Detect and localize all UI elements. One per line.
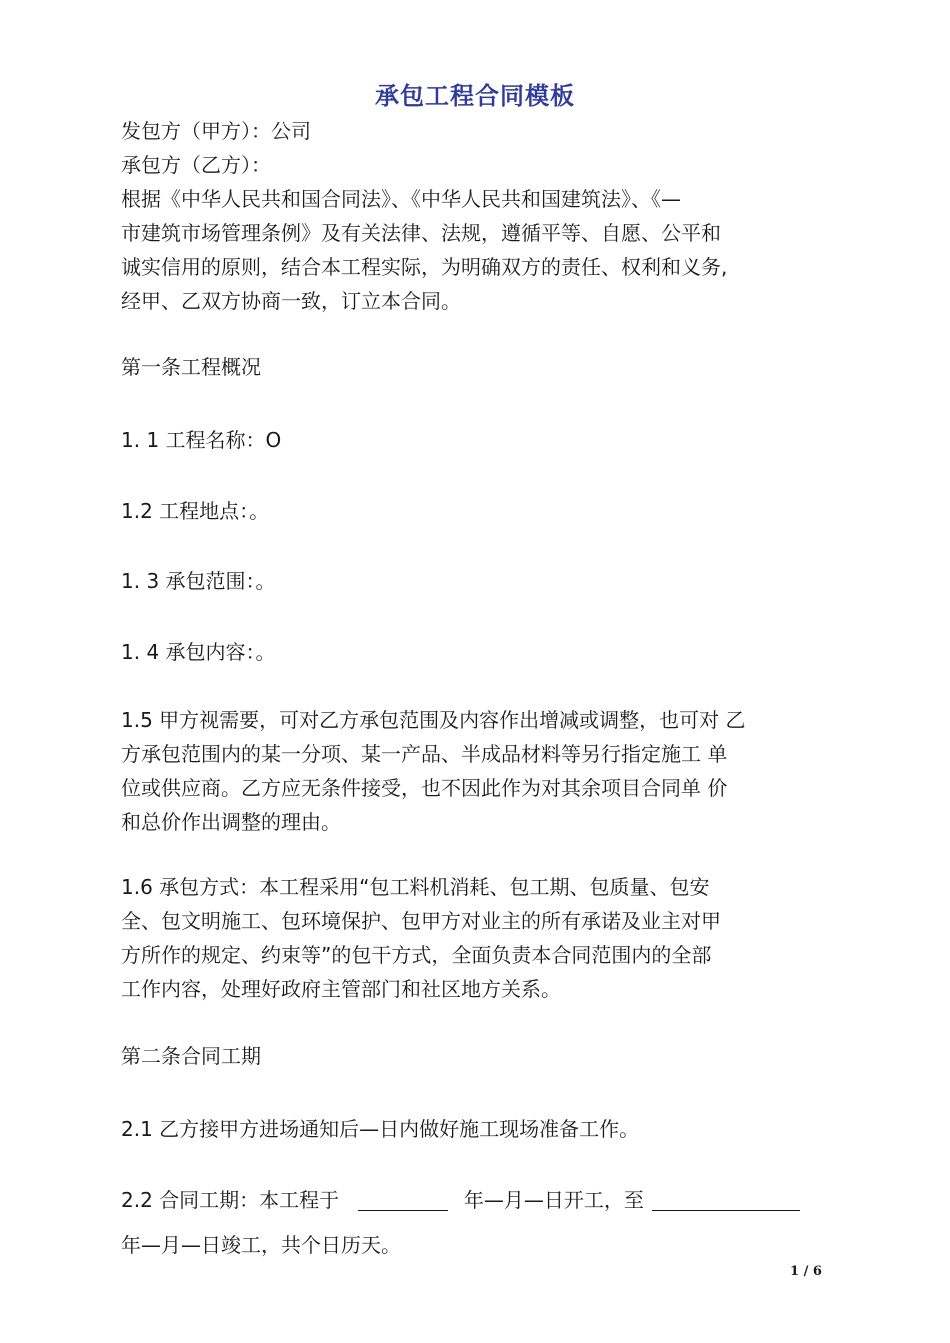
preamble-line: 诚实信用的原则，结合本工程实际，为明确双方的责任、权利和义务, [121,255,728,279]
document-title: 承包工程合同模板 [375,82,575,110]
item-1-5-line: 位或供应商。乙方应无条件接受，也不因此作为对其余项目合同单 价 [121,776,728,800]
end-year-blank [652,1188,800,1211]
party-b-line: 承包方（乙方）： [121,153,271,177]
item-2-2-line-2: 年—月—日竣工，共个日历天。 [121,1233,401,1257]
start-year-blank [358,1188,448,1211]
page-number: 1 / 6 [790,1264,822,1279]
preamble-line: 市建筑市场管理条例》及有关法律、法规，遵循平等、自愿、公平和 [121,221,721,245]
article-1-heading: 第一条工程概况 [121,355,261,379]
item-1-4: 1. 4 承包内容：。 [121,640,276,664]
party-a-line: 发包方（甲方）：公司 [121,119,311,143]
item-1-6-line: 方所作的规定、约束等”的包干方式，全面负责本合同范围内的全部 [121,943,712,967]
item-1-5-paragraph [121,703,821,839]
item-1-6-line: 1.6 承包方式：本工程采用“包工料机消耗、包工期、包质量、包安 [121,875,710,899]
preamble-line: 经甲、乙双方协商一致，订立本合同。 [121,289,461,313]
item-2-2-prefix: 2.2 合同工期：本工程于 [121,1188,340,1212]
preamble-line: 根据《中华人民共和国合同法》、《中华人民共和国建筑法》、《— [121,187,681,211]
item-1-5-line: 1.5 甲方视需要，可对乙方承包范围及内容作出增减或调整，也可对 乙 [121,708,746,732]
item-1-3: 1. 3 承包范围：。 [121,569,276,593]
item-1-1: 1. 1 工程名称：O [121,428,282,452]
article-2-heading: 第二条合同工期 [121,1044,261,1068]
item-1-6-line: 全、包文明施工、包环境保护、包甲方对业主的所有承诺及业主对甲 [121,909,721,933]
item-1-6-paragraph [121,870,821,1006]
preamble-paragraph [121,182,821,318]
item-2-2-line-1 [121,1183,800,1217]
item-1-2: 1.2 工程地点：。 [121,499,270,523]
item-1-6-line: 工作内容，处理好政府主管部门和社区地方关系。 [121,977,561,1001]
item-1-5-line: 和总价作出调整的理由。 [121,810,341,834]
item-2-1: 2.1 乙方接甲方进场通知后—日内做好施工现场准备工作。 [121,1117,640,1141]
item-1-5-line: 方承包范围内的某一分项、某一产品、半成品材料等另行指定施工 单 [121,742,728,766]
item-2-2-mid: 年—月—日开工，至 [463,1188,644,1212]
